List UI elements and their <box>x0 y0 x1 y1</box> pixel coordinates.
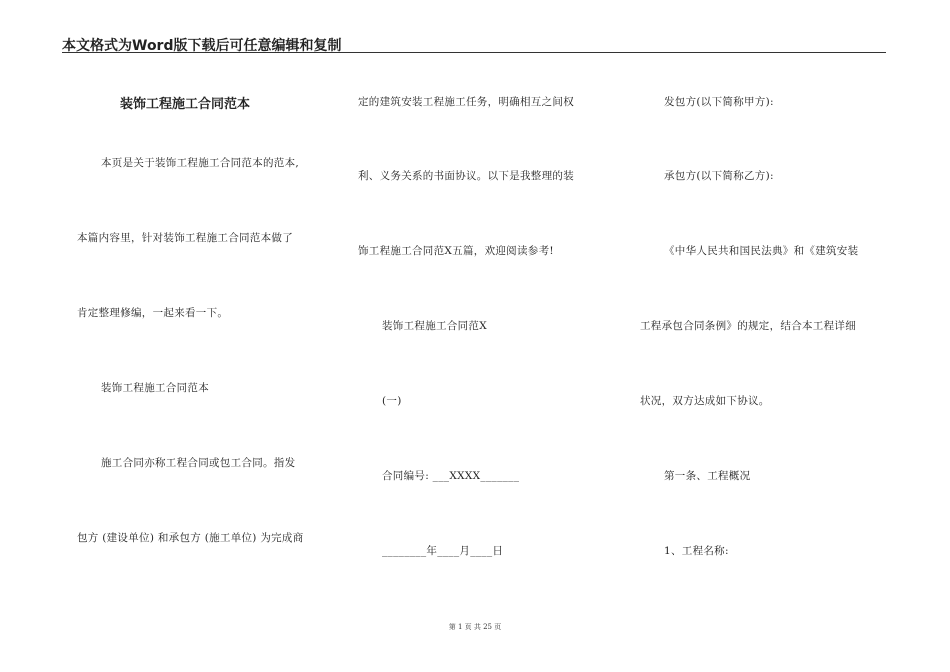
contract-number: 合同编号: ___XXXX_______ <box>382 470 520 482</box>
paragraph-line: 1、工程名称: <box>664 545 729 557</box>
page-footer: 第 1 页 共 25 页 <box>448 623 502 631</box>
section-heading: 装饰工程施工合同范本 <box>101 382 209 394</box>
paragraph-line: 《中华人民共和国民法典》和《建筑安装 <box>664 245 859 257</box>
header-rule <box>62 52 886 53</box>
paragraph-line: 利、义务关系的书面协议。以下是我整理的装 <box>358 170 574 182</box>
paragraph-line: 施工合同亦称工程合同或包工合同。指发 <box>101 457 296 469</box>
section-heading: 第一条、工程概况 <box>664 470 751 482</box>
paragraph-line: 发包方(以下简称甲方): <box>664 96 774 108</box>
paragraph-line: 定的建筑安装工程施工任务，明确相互之间权 <box>358 96 574 108</box>
paragraph-line: (一) <box>382 395 402 407</box>
paragraph-line: 包方 (建设单位) 和承包方 (施工单位) 为完成商 <box>77 532 304 544</box>
paragraph-line: 本页是关于装饰工程施工合同范本的范本, <box>101 157 300 169</box>
paragraph-line: 饰工程施工合同范X五篇，欢迎阅读参考! <box>358 245 554 257</box>
paragraph-line: 本篇内容里，针对装饰工程施工合同范本做了 <box>77 232 293 244</box>
paragraph-line: 状况，双方达成如下协议。 <box>640 395 770 407</box>
paragraph-line: 承包方(以下简称乙方): <box>664 170 774 182</box>
document-title: 装饰工程施工合同范本 <box>120 97 251 112</box>
paragraph-line: 工程承包合同条例》的规定，结合本工程详细 <box>640 320 856 332</box>
section-heading: 装饰工程施工合同范X <box>382 320 487 332</box>
paragraph-line: 肯定整理修编，一起来看一下。 <box>77 307 229 319</box>
document-header: 本文格式为Word版下载后可任意编辑和复制 <box>62 38 342 54</box>
contract-date: ________年____月____日 <box>382 545 504 557</box>
